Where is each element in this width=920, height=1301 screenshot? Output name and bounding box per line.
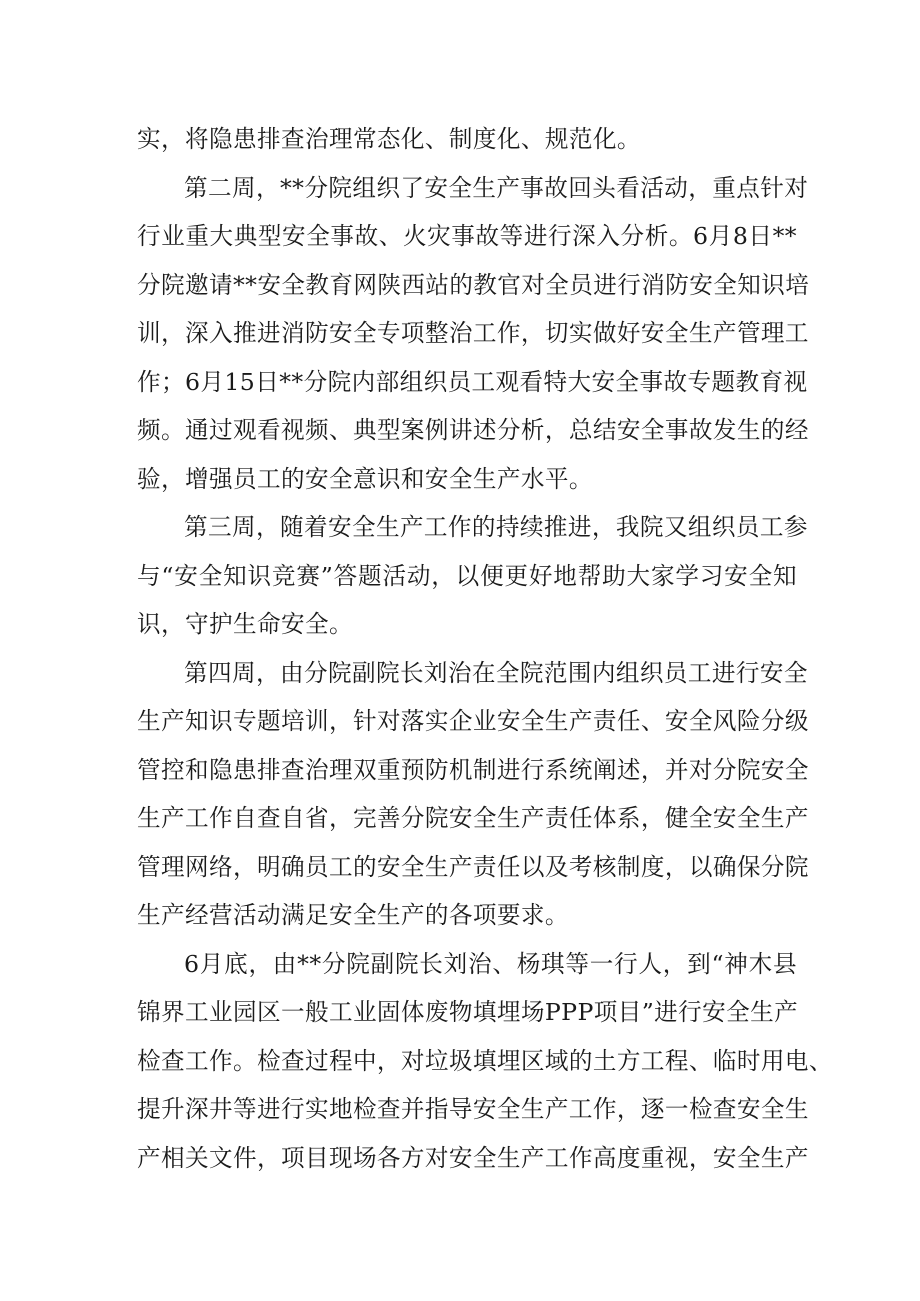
document-body [137,115,833,1182]
paragraph-line: 作；6月15日**分院内部组织员工观看特大安全事故专题教育视 [137,367,808,396]
paragraph-line: 管理网络，明确员工的安全生产责任以及考核制度，以确保分院 [137,852,809,881]
paragraph-line: 产相关文件，项目现场各方对安全生产工作高度重视，安全生产 [137,1143,809,1172]
paragraph-line: 生产工作自查自省，完善分院安全生产责任体系，健全安全生产 [137,804,809,832]
paragraph-line: 6月底，由**分院副院长刘治、杨琪等一行人，到“神木县 [184,949,797,978]
paragraph-line: 第四周，由分院副院长刘治在全院范围内组织员工进行安全 [184,658,808,687]
paragraph-line: 管控和隐患排查治理双重预防机制进行系统阐述，并对分院安全 [137,755,809,784]
paragraph-line: 训，深入推进消防安全专项整治工作，切实做好安全生产管理工 [137,319,809,347]
paragraph-line: 生产经营活动满足安全生产的各项要求。 [137,901,569,929]
paragraph-line: 生产知识专题培训，针对落实企业安全生产责任、安全风险分级 [137,707,809,735]
paragraph-line: 识，守护生命安全。 [137,610,353,638]
paragraph-line: 实，将隐患排查治理常态化、制度化、规范化。 [137,125,641,153]
paragraph-line: 锦界工业园区一般工业固体废物填埋场PPP项目”进行安全生产 [137,998,799,1026]
paragraph-line: 提升深井等进行实地检查并指导安全生产工作，逐一检查安全生 [137,1095,809,1123]
paragraph-line: 验，增强员工的安全意识和安全生产水平。 [137,464,593,493]
paragraph-line: 第二周，**分院组织了安全生产事故回头看活动，重点针对 [184,173,809,202]
paragraph-line: 行业重大典型安全事故、火灾事故等进行深入分析。6月8日** [137,222,797,250]
paragraph-line: 与“安全知识竞赛”答题活动，以便更好地帮助大家学习安全知 [137,561,797,590]
paragraph-line: 检查工作。检查过程中，对垃圾填埋区域的土方工程、临时用电、 [137,1046,833,1075]
paragraph-line: 频。通过观看视频、典型案例讲述分析，总结安全事故发生的经 [137,416,809,444]
paragraph-line: 分院邀请**安全教育网陕西站的教官对全员进行消防安全知识培 [137,270,810,299]
paragraph-line: 第三周，随着安全生产工作的持续推进，我院又组织员工参 [184,513,808,541]
